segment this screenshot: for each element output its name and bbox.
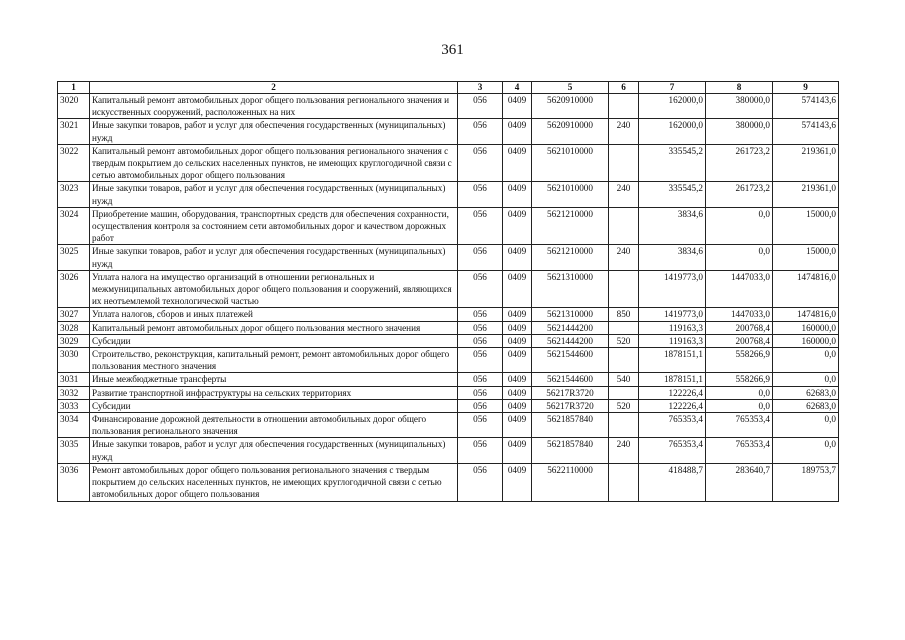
item-name-cell: Приобретение машин, оборудования, транспортных средств для обеспечения сохранности, осуществления контроля за состоянием сети автомобильных дорог и качеством дорожных работ	[90, 207, 458, 245]
expense-type-cell	[609, 321, 639, 334]
row-number-cell: 3023	[58, 182, 90, 207]
section-code-cell: 0409	[503, 463, 532, 501]
amount-col8-cell: 1447033,0	[706, 270, 773, 308]
target-code-cell: 5621310000	[532, 308, 609, 321]
target-code-cell: 5621544600	[532, 348, 609, 373]
table-row	[58, 270, 839, 308]
column-header: 4	[503, 82, 532, 94]
ministry-code-cell: 056	[458, 119, 503, 144]
amount-col7-cell: 162000,0	[639, 119, 706, 144]
expense-type-cell: 240	[609, 245, 639, 270]
amount-col8-cell: 765353,4	[706, 413, 773, 438]
amount-col9-cell: 15000,0	[773, 245, 839, 270]
amount-col8-cell: 380000,0	[706, 94, 773, 119]
amount-col8-cell: 0,0	[706, 207, 773, 245]
amount-col9-cell: 219361,0	[773, 182, 839, 207]
expense-type-cell: 850	[609, 308, 639, 321]
amount-col7-cell: 765353,4	[639, 413, 706, 438]
amount-col8-cell: 558266,9	[706, 373, 773, 386]
amount-col9-cell: 62683,0	[773, 386, 839, 399]
amount-col9-cell: 0,0	[773, 348, 839, 373]
table-row	[58, 245, 839, 270]
amount-col7-cell: 122226,4	[639, 399, 706, 412]
amount-col7-cell: 1878151,1	[639, 348, 706, 373]
item-name-cell: Субсидии	[90, 334, 458, 347]
section-code-cell: 0409	[503, 348, 532, 373]
expense-type-cell	[609, 386, 639, 399]
row-number-cell: 3029	[58, 334, 90, 347]
section-code-cell: 0409	[503, 119, 532, 144]
amount-col9-cell: 0,0	[773, 413, 839, 438]
amount-col9-cell: 574143,6	[773, 94, 839, 119]
section-code-cell: 0409	[503, 399, 532, 412]
section-code-cell: 0409	[503, 373, 532, 386]
section-code-cell: 0409	[503, 334, 532, 347]
ministry-code-cell: 056	[458, 334, 503, 347]
amount-col7-cell: 335545,2	[639, 182, 706, 207]
ministry-code-cell: 056	[458, 270, 503, 308]
amount-col8-cell: 261723,2	[706, 182, 773, 207]
target-code-cell: 5622110000	[532, 463, 609, 501]
ministry-code-cell: 056	[458, 144, 503, 182]
amount-col8-cell: 283640,7	[706, 463, 773, 501]
section-code-cell: 0409	[503, 144, 532, 182]
table-row	[58, 144, 839, 182]
amount-col8-cell: 0,0	[706, 399, 773, 412]
table-row	[58, 386, 839, 399]
table-row	[58, 119, 839, 144]
amount-col9-cell: 62683,0	[773, 399, 839, 412]
target-code-cell: 56217R3720	[532, 386, 609, 399]
table-row	[58, 348, 839, 373]
amount-col8-cell: 200768,4	[706, 321, 773, 334]
table-row	[58, 94, 839, 119]
target-code-cell: 5620910000	[532, 94, 609, 119]
target-code-cell: 5621210000	[532, 245, 609, 270]
section-code-cell: 0409	[503, 308, 532, 321]
column-header: 3	[458, 82, 503, 94]
target-code-cell: 5621210000	[532, 207, 609, 245]
amount-col7-cell: 3834,6	[639, 245, 706, 270]
target-code-cell: 5621010000	[532, 182, 609, 207]
amount-col8-cell: 0,0	[706, 386, 773, 399]
row-number-cell: 3021	[58, 119, 90, 144]
target-code-cell: 5621444200	[532, 334, 609, 347]
target-code-cell: 5621444200	[532, 321, 609, 334]
amount-col7-cell: 162000,0	[639, 94, 706, 119]
item-name-cell: Иные закупки товаров, работ и услуг для обеспечения государственных (муниципальных) нужд	[90, 245, 458, 270]
row-number-cell: 3031	[58, 373, 90, 386]
column-header-row	[58, 82, 839, 94]
ministry-code-cell: 056	[458, 94, 503, 119]
table-row	[58, 463, 839, 501]
column-header: 6	[609, 82, 639, 94]
section-code-cell: 0409	[503, 94, 532, 119]
page-number: 361	[441, 42, 464, 58]
row-number-cell: 3032	[58, 386, 90, 399]
amount-col8-cell: 1447033,0	[706, 308, 773, 321]
target-code-cell: 5620910000	[532, 119, 609, 144]
expense-type-cell	[609, 94, 639, 119]
item-name-cell: Субсидии	[90, 399, 458, 412]
item-name-cell: Строительство, реконструкция, капитальный ремонт, ремонт автомобильных дорог общего пользования местного значения	[90, 348, 458, 373]
ministry-code-cell: 056	[458, 182, 503, 207]
table-row	[58, 321, 839, 334]
budget-table	[57, 81, 839, 502]
ministry-code-cell: 056	[458, 308, 503, 321]
amount-col7-cell: 1878151,1	[639, 373, 706, 386]
ministry-code-cell: 056	[458, 399, 503, 412]
ministry-code-cell: 056	[458, 207, 503, 245]
ministry-code-cell: 056	[458, 438, 503, 463]
row-number-cell: 3035	[58, 438, 90, 463]
target-code-cell: 56217R3720	[532, 399, 609, 412]
amount-col8-cell: 558266,9	[706, 348, 773, 373]
expense-type-cell	[609, 348, 639, 373]
section-code-cell: 0409	[503, 321, 532, 334]
table-row	[58, 413, 839, 438]
section-code-cell: 0409	[503, 438, 532, 463]
expense-type-cell	[609, 463, 639, 501]
column-header: 7	[639, 82, 706, 94]
amount-col9-cell: 1474816,0	[773, 308, 839, 321]
ministry-code-cell: 056	[458, 386, 503, 399]
column-header: 9	[773, 82, 839, 94]
table-row	[58, 182, 839, 207]
column-header: 1	[58, 82, 90, 94]
item-name-cell: Развитие транспортной инфраструктуры на сельских территориях	[90, 386, 458, 399]
table-row	[58, 373, 839, 386]
item-name-cell: Иные закупки товаров, работ и услуг для обеспечения государственных (муниципальных) нужд	[90, 119, 458, 144]
column-header: 8	[706, 82, 773, 94]
expense-type-cell	[609, 413, 639, 438]
amount-col8-cell: 261723,2	[706, 144, 773, 182]
amount-col9-cell: 189753,7	[773, 463, 839, 501]
item-name-cell: Капитальный ремонт автомобильных дорог общего пользования местного значения	[90, 321, 458, 334]
ministry-code-cell: 056	[458, 245, 503, 270]
row-number-cell: 3036	[58, 463, 90, 501]
row-number-cell: 3027	[58, 308, 90, 321]
item-name-cell: Финансирование дорожной деятельности в отношении автомобильных дорог общего пользования регионального значения	[90, 413, 458, 438]
row-number-cell: 3025	[58, 245, 90, 270]
amount-col9-cell: 160000,0	[773, 321, 839, 334]
amount-col7-cell: 335545,2	[639, 144, 706, 182]
amount-col7-cell: 765353,4	[639, 438, 706, 463]
item-name-cell: Ремонт автомобильных дорог общего пользования регионального значения с твердым покрытием до сельских населенных пунктов, не имеющих круглогодичной связи с сетью автомобильных дорог общего пользования	[90, 463, 458, 501]
item-name-cell: Уплата налога на имущество организаций в отношении региональных и межмуниципальных автомобильных дорог общего пользования и сооружений, являющихся их неотъемлемой технологической частью	[90, 270, 458, 308]
amount-col8-cell: 380000,0	[706, 119, 773, 144]
amount-col9-cell: 160000,0	[773, 334, 839, 347]
item-name-cell: Иные закупки товаров, работ и услуг для обеспечения государственных (муниципальных) нужд	[90, 438, 458, 463]
table-row	[58, 308, 839, 321]
expense-type-cell: 240	[609, 438, 639, 463]
amount-col7-cell: 418488,7	[639, 463, 706, 501]
section-code-cell: 0409	[503, 245, 532, 270]
amount-col9-cell: 15000,0	[773, 207, 839, 245]
item-name-cell: Капитальный ремонт автомобильных дорог общего пользования регионального значения с твердым покрытием до сельских населенных пунктов, не имеющих круглогодичной связи с сетью автомобильных дорог общего пользования	[90, 144, 458, 182]
row-number-cell: 3034	[58, 413, 90, 438]
row-number-cell: 3020	[58, 94, 90, 119]
expense-type-cell: 520	[609, 334, 639, 347]
row-number-cell: 3030	[58, 348, 90, 373]
amount-col9-cell: 219361,0	[773, 144, 839, 182]
target-code-cell: 5621010000	[532, 144, 609, 182]
ministry-code-cell: 056	[458, 373, 503, 386]
row-number-cell: 3033	[58, 399, 90, 412]
table-row	[58, 438, 839, 463]
table-row	[58, 207, 839, 245]
amount-col9-cell: 0,0	[773, 438, 839, 463]
amount-col9-cell: 0,0	[773, 373, 839, 386]
row-number-cell: 3024	[58, 207, 90, 245]
ministry-code-cell: 056	[458, 321, 503, 334]
section-code-cell: 0409	[503, 182, 532, 207]
amount-col7-cell: 119163,3	[639, 334, 706, 347]
expense-type-cell	[609, 270, 639, 308]
row-number-cell: 3028	[58, 321, 90, 334]
item-name-cell: Иные закупки товаров, работ и услуг для обеспечения государственных (муниципальных) нужд	[90, 182, 458, 207]
target-code-cell: 5621857840	[532, 413, 609, 438]
expense-type-cell: 520	[609, 399, 639, 412]
ministry-code-cell: 056	[458, 413, 503, 438]
column-header: 2	[90, 82, 458, 94]
expense-type-cell: 540	[609, 373, 639, 386]
amount-col8-cell: 0,0	[706, 245, 773, 270]
table-row	[58, 399, 839, 412]
ministry-code-cell: 056	[458, 348, 503, 373]
target-code-cell: 5621857840	[532, 438, 609, 463]
amount-col7-cell: 1419773,0	[639, 308, 706, 321]
target-code-cell: 5621310000	[532, 270, 609, 308]
column-header: 5	[532, 82, 609, 94]
expense-type-cell: 240	[609, 119, 639, 144]
amount-col9-cell: 574143,6	[773, 119, 839, 144]
section-code-cell: 0409	[503, 207, 532, 245]
amount-col7-cell: 3834,6	[639, 207, 706, 245]
row-number-cell: 3026	[58, 270, 90, 308]
target-code-cell: 5621544600	[532, 373, 609, 386]
item-name-cell: Иные межбюджетные трансферты	[90, 373, 458, 386]
amount-col8-cell: 200768,4	[706, 334, 773, 347]
expense-type-cell	[609, 207, 639, 245]
section-code-cell: 0409	[503, 386, 532, 399]
ministry-code-cell: 056	[458, 463, 503, 501]
expense-type-cell: 240	[609, 182, 639, 207]
amount-col9-cell: 1474816,0	[773, 270, 839, 308]
amount-col7-cell: 122226,4	[639, 386, 706, 399]
amount-col7-cell: 119163,3	[639, 321, 706, 334]
expense-type-cell	[609, 144, 639, 182]
section-code-cell: 0409	[503, 413, 532, 438]
row-number-cell: 3022	[58, 144, 90, 182]
item-name-cell: Уплата налогов, сборов и иных платежей	[90, 308, 458, 321]
section-code-cell: 0409	[503, 270, 532, 308]
amount-col7-cell: 1419773,0	[639, 270, 706, 308]
table-row	[58, 334, 839, 347]
amount-col8-cell: 765353,4	[706, 438, 773, 463]
item-name-cell: Капитальный ремонт автомобильных дорог общего пользования регионального значения и искусственных сооружений, расположенных на них	[90, 94, 458, 119]
